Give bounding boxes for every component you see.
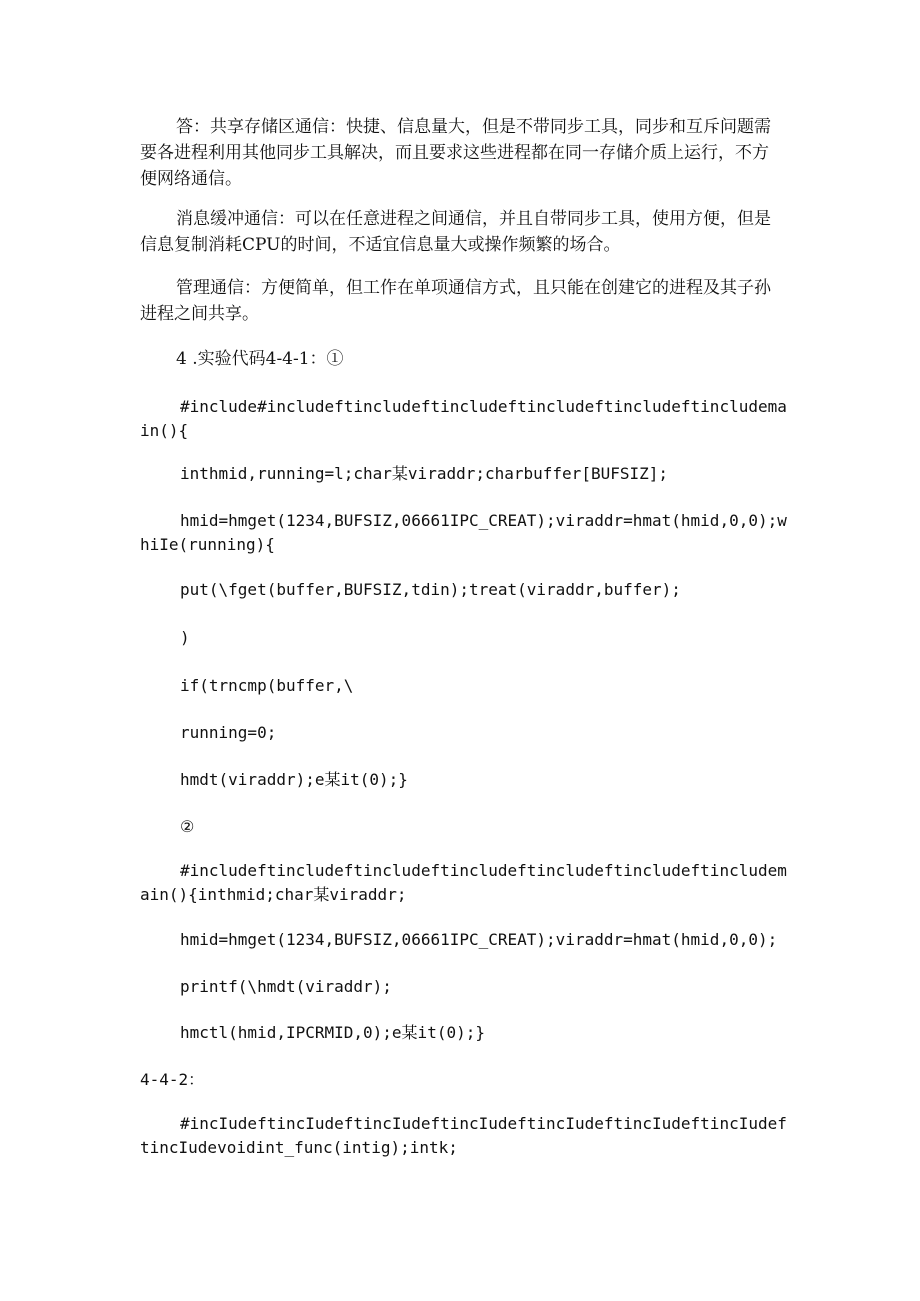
code-section-marker: ② <box>180 817 195 836</box>
code-line: hmid=hmget(1234,BUFSIZ,06661IPC_CREAT);viraddr=hmat(hmid,0,0);whiIe(running){ <box>140 511 787 554</box>
section-heading-4-4-1: 4 .实验代码4-4-1：① <box>176 349 344 369</box>
code-line: running=0; <box>180 723 277 742</box>
code-line: hmctl(hmid,IPCRMID,0);e某it(0);} <box>180 1023 485 1042</box>
code-line: hmid=hmget(1234,BUFSIZ,06661IPC_CREAT);viraddr=hmat(hmid,0,0); <box>180 930 778 949</box>
code-line: #incIudeftincIudeftincIudeftincIudeftincIudeftincIudeftincIudeftincIudevoidint_func(intig);intk; <box>140 1114 787 1157</box>
code-line: printf(\hmdt(viraddr); <box>180 977 392 996</box>
code-line: inthmid,running=l;char某viraddr;charbuffer[BUFSIZ]; <box>180 464 669 483</box>
code-line: hmdt(viraddr);e某it(0);} <box>180 770 408 789</box>
code-line: #include#includeftincludeftincludeftincludeftincludeftincludemain(){ <box>140 397 787 440</box>
paragraph-shared-memory: 答：共享存储区通信：快捷、信息量大，但是不带同步工具，同步和互斥问题需要各进程利用其他同步工具解决，而且要求这些进程都在同一存储介质上运行，不方便网络通信。 <box>140 117 771 189</box>
code-line: #includeftincludeftincludeftincludeftincludeftincludeftincludemain(){inthmid;char某viraddr; <box>140 861 787 904</box>
section-heading-4-4-2: 4-4-2： <box>140 1070 205 1089</box>
code-line: put(\fget(buffer,BUFSIZ,tdin);treat(viraddr,buffer); <box>180 580 681 599</box>
code-line: ) <box>180 628 190 647</box>
code-line: if(trncmp(buffer,\ <box>180 676 354 695</box>
paragraph-message-buffer: 消息缓冲通信：可以在任意进程之间通信，并且自带同步工具，使用方便，但是信息复制消耗CPU的时间，不适宜信息量大或操作频繁的场合。 <box>140 209 771 255</box>
paragraph-pipe: 管理通信：方便简单，但工作在单项通信方式，且只能在创建它的进程及其子孙进程之间共享。 <box>140 278 771 324</box>
